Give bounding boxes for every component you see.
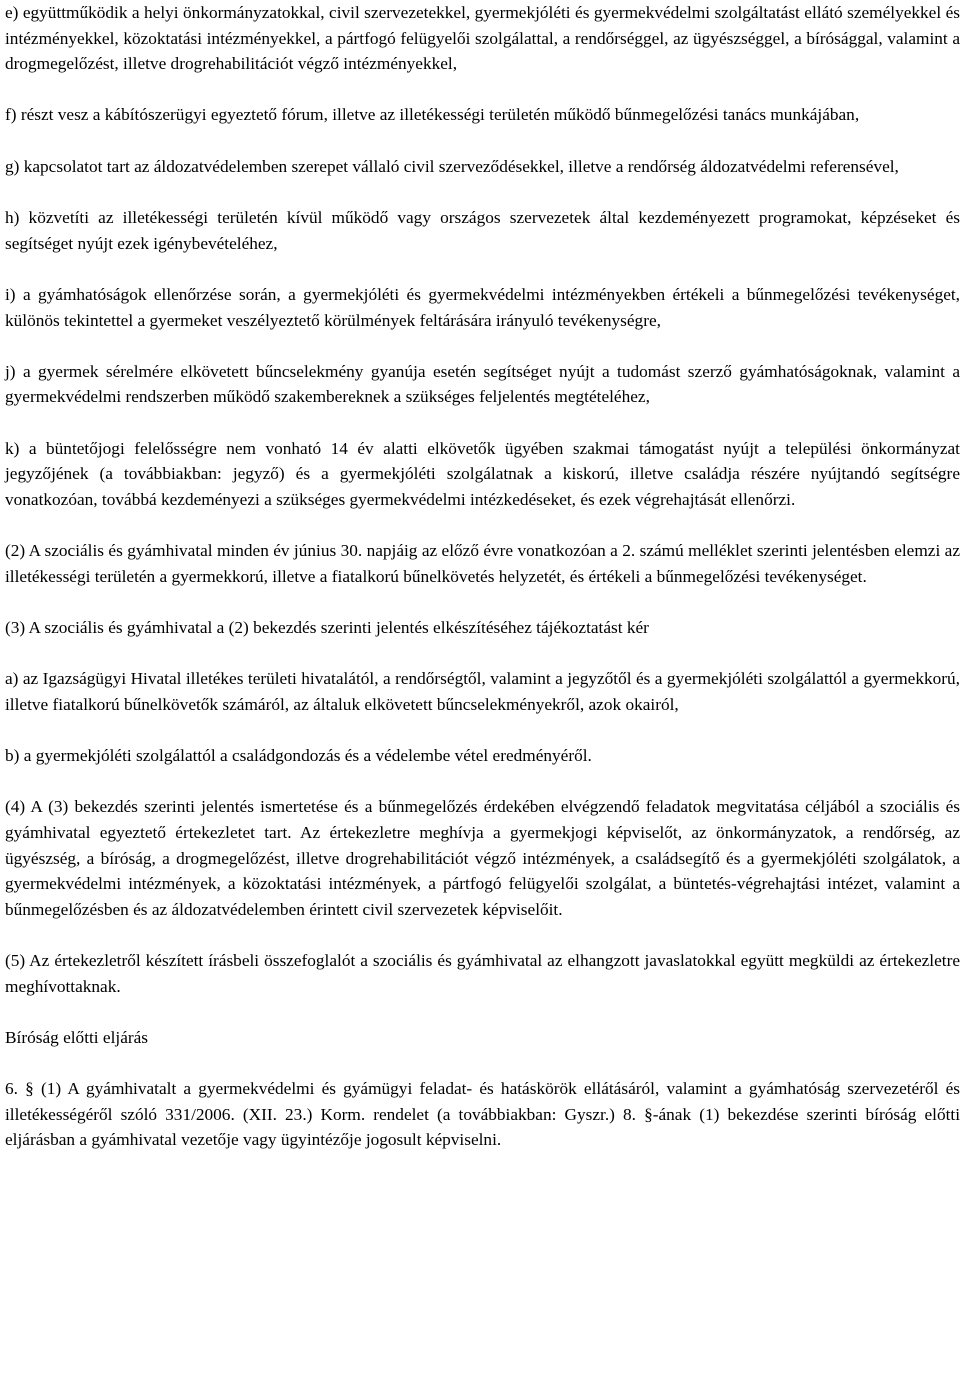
paragraph-e: e) együttműködik a helyi önkormányzatokkal, civil szervezetekkel, gyermekjóléti és gyermekvédelmi szolgáltatást ellátó személyekkel és intézményekkel, közoktatási intézményekkel, a pártfogó felügyelői szolgálattal, a rendőrséggel, az ügyészséggel, a bírósággal, valamint a drogmegelőzést, illetve drogrehabilitációt végző intézményekkel, (5, 3, 960, 74)
paragraph-j: j) a gyermek sérelmére elkövetett bűncselekmény gyanúja esetén segítséget nyújt a tudomást szerző gyámhatóságoknak, valamint a gyermekvédelmi rendszerben működő szakembereknek a szükséges feljelentés megtételéhez, (5, 361, 960, 407)
paragraph-i: i) a gyámhatóságok ellenőrzése során, a gyermekjóléti és gyermekvédelmi intézményekben értékeli a bűnmegelőzési tevékenységet, különös tekintettel a gyermeket veszélyeztető körülmények feltárására irányuló tevékenységre, (5, 284, 960, 330)
paragraph-2: (2) A szociális és gyámhivatal minden év június 30. napjáig az előző évre vonatkozóan a 2. számú melléklet szerinti jelentésben elemzi az illetékességi területén a gyermekkorú, illetve a fiatalkorú bűnelkövetés helyzetét, és értékeli a bűnmegelőzési tevékenységet. (5, 541, 960, 586)
paragraph-h: h) közvetíti az illetékességi területén kívül működő vagy országos szervezetek által kezdeményezett programokat, képzéseket és segítséget nyújt ezek igénybevételéhez, (5, 208, 960, 253)
section-heading: Bíróság előtti eljárás (5, 1027, 149, 1047)
paragraph-g: g) kapcsolatot tart az áldozatvédelemben szerepet vállaló civil szerveződésekkel, illetve a rendőrség áldozatvédelmi referensével, (5, 156, 899, 176)
paragraph-3b: b) a gyermekjóléti szolgálattól a családgondozás és a védelembe vétel eredményéről. (5, 746, 592, 766)
paragraph-5: (5) Az értekezletről készített írásbeli összefoglalót a szociális és gyámhivatal az elhangzott javaslatokkal együtt megküldi az értekezletre meghívottaknak. (5, 951, 960, 996)
paragraph-3a: a) az Igazságügyi Hivatal illetékes területi hivatalától, a rendőrségtől, valamint a jegyzőtől és a gyermekjóléti szolgálattól a gyermekkorú, illetve fiatalkorú bűnelkövetők számáról, az általuk elkövetett bűncselekményekről, azok okairól, (5, 669, 960, 714)
paragraph-6-1: 6. § (1) A gyámhivatalt a gyermekvédelmi és gyámügyi feladat- és hatáskörök ellátásáról, valamint a gyámhatóság szervezetéről és illetékességéről szóló 331/2006. (XII. 23.) Korm. rendelet (a továbbiakban: Gyszr.) 8. §-ának (1) bekezdése szerinti bíróság előtti eljárásban a gyámhivatal vezetője vagy ügyintézője jogosult képviselni. (5, 1079, 960, 1150)
paragraph-4: (4) A (3) bekezdés szerinti jelentés ismertetése és a bűnmegelőzés érdekében elvégzendő feladatok megvitatása céljából a szociális és gyámhivatal egyeztető értekezletet tart. Az értekezletre meghívja a gyermekjogi képviselőt, az önkormányzatok, a rendőrség, az ügyészség, a bíróság, a drogmegelőzést, illetve drogrehabilitációt végző intézmények, a családsegítő és a gyermekjóléti szolgálatok, a gyermekvédelmi intézmények, a közoktatási intézmények, a pártfogó felügyelői szolgálat, a büntetés-végrehajtási intézet, valamint a bűnmegelőzésben és az áldozatvédelemben érintett civil szervezetek képviselőit. (5, 797, 960, 919)
paragraph-k: k) a büntetőjogi felelősségre nem vonható 14 év alatti elkövetők ügyében szakmai támogatást nyújt a települési önkormányzat jegyzőjének (a továbbiakban: jegyző) és a gyermekjóléti szolgálatnak a kiskorú, illetve családja részére nyújtandó segítségre vonatkozóan, továbbá kezdeményezi a szükséges gyermekvédelmi intézkedéseket, és ezek végrehajtását ellenőrzi. (5, 438, 960, 509)
document-page (5, 0, 960, 1179)
paragraph-f: f) részt vesz a kábítószerügyi egyeztető fórum, illetve az illetékességi területén működő bűnmegelőzési tanács munkájában, (5, 105, 860, 125)
paragraph-3: (3) A szociális és gyámhivatal a (2) bekezdés szerinti jelentés elkészítéséhez tájékoztatást kér (5, 618, 649, 637)
